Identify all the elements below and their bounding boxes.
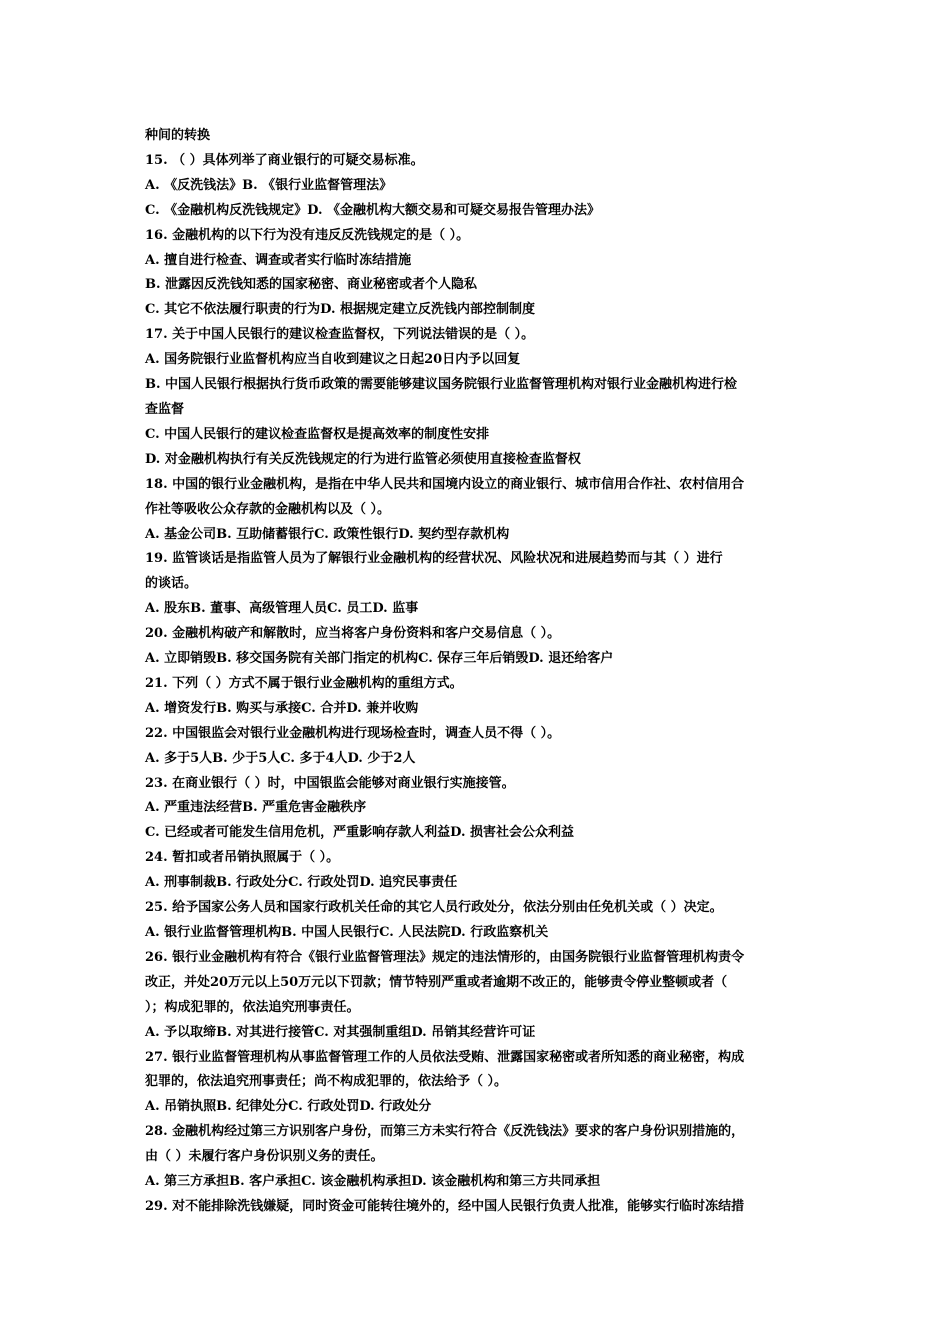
text-line: 种间的转换 [145, 128, 211, 143]
text-line: A. 《反洗钱法》B. 《银行业监督管理法》 [145, 177, 393, 193]
text-line: 23. 在商业银行（ ）时，中国银监会能够对商业银行实施接管。 [145, 775, 515, 791]
text-line: 20. 金融机构破产和解散时，应当将客户身份资料和客户交易信息（ ）。 [145, 626, 561, 642]
text-line: 19. 监管谈话是指监管人员为了解银行业金融机构的经营状况、风险状况和进展趋势而与其（ ）进行 [145, 551, 723, 567]
text-line: A. 严重违法经营B. 严重危害金融秩序 [145, 800, 367, 816]
text-line: A. 国务院银行业监督机构应当自收到建议之日起20日内予以回复 [145, 352, 521, 368]
text-line: 16. 金融机构的以下行为没有违反反洗钱规定的是（ ）。 [145, 227, 470, 243]
text-line: A. 予以取缔B. 对其进行接管C. 对其强制重组D. 吊销其经营许可证 [145, 1024, 536, 1040]
text-line: A. 增资发行B. 购买与承接C. 合并D. 兼并收购 [145, 700, 419, 716]
text-line: A. 银行业监督管理机构B. 中国人民银行C. 人民法院D. 行政监察机关 [145, 925, 549, 940]
text-line: A. 吊销执照B. 纪律处分C. 行政处罚D. 行政处分 [145, 1099, 432, 1115]
text-line: B. 中国人民银行根据执行货币政策的需要能够建议国务院银行业监督管理机构对银行业金融机构进行检 [145, 377, 738, 393]
text-line: ）；构成犯罪的，依法追究刑事责任。 [145, 999, 360, 1015]
text-line: D. 对金融机构执行有关反洗钱规定的行为进行监管必须使用直接检查监督权 [145, 451, 581, 467]
text-line: 的谈话。 [145, 576, 198, 592]
text-line: A. 立即销毁B. 移交国务院有关部门指定的机构C. 保存三年后销毁D. 退还给客户 [145, 651, 614, 667]
text-line: 29. 对不能排除洗钱嫌疑，同时资金可能转往境外的，经中国人民银行负责人批准，能够实行临时冻结措 [145, 1198, 745, 1214]
text-line: 27. 银行业监督管理机构从事监督管理工作的人员依法受贿、泄露国家秘密或者所知悉的商业秘密，构成 [145, 1049, 745, 1065]
text-line: 由（ ）未履行客户身份识别义务的责任。 [145, 1149, 384, 1165]
text-line: 25. 给予国家公务人员和国家行政机关任命的其它人员行政处分，依法分别由任免机关或（ ）决定。 [145, 900, 723, 916]
text-line: C. 《金融机构反洗钱规定》D. 《金融机构大额交易和可疑交易报告管理办法》 [145, 202, 601, 218]
text-line: A. 多于5人B. 少于5人C. 多于4人D. 少于2人 [145, 750, 416, 766]
text-line: 18. 中国的银行业金融机构，是指在中华人民共和国境内设立的商业银行、城市信用合作社、农村信用合 [145, 476, 745, 492]
text-line: C. 其它不依法履行职责的行为D. 根据规定建立反洗钱内部控制制度 [145, 302, 536, 318]
text-line: 15. （ ）具体列举了商业银行的可疑交易标准。 [145, 152, 424, 168]
text-line: 17. 关于中国人民银行的建议检查监督权，下列说法错误的是（ ）。 [145, 327, 535, 343]
text-line: A. 第三方承担B. 客户承担C. 该金融机构承担D. 该金融机构和第三方共同承担 [145, 1174, 601, 1190]
text-line: A. 刑事制裁B. 行政处分C. 行政处罚D. 追究民事责任 [145, 875, 458, 891]
text-line: A. 擅自进行检查、调查或者实行临时冻结措施 [145, 252, 412, 268]
text-line: A. 基金公司B. 互助储蓄银行C. 政策性银行D. 契约型存款机构 [145, 526, 510, 542]
text-line: 26. 银行业金融机构有符合《银行业监督管理法》规定的违法情形的，由国务院银行业监督管理机构责令 [145, 949, 745, 965]
document-body [145, 124, 810, 1220]
text-line: 28. 金融机构经过第三方识别客户身份，而第三方未实行符合《反洗钱法》要求的客户身份识别措施的， [145, 1124, 745, 1140]
text-line: C. 中国人民银行的建议检查监督权是提高效率的制度性安排 [145, 426, 490, 442]
text-line: 改正，并处20万元以上50万元以下罚款；情节特别严重或者逾期不改正的，能够责令停业整顿或者（ [145, 974, 728, 990]
text-line: C. 已经或者可能发生信用危机，严重影响存款人利益D. 损害社会公众利益 [145, 825, 575, 841]
text-line: 22. 中国银监会对银行业金融机构进行现场检查时，调查人员不得（ ）。 [145, 725, 561, 741]
text-line: 查监督 [145, 401, 185, 417]
text-line: 21. 下列（ ）方式不属于银行业金融机构的重组方式。 [145, 675, 463, 691]
text-line: B. 泄露因反洗钱知悉的国家秘密、商业秘密或者个人隐私 [145, 277, 478, 293]
text-line: A. 股东B. 董事、高级管理人员C. 员工D. 监事 [145, 601, 419, 617]
text-line: 作社等吸收公众存款的金融机构以及（ ）。 [145, 501, 391, 517]
text-line: 犯罪的，依法追究刑事责任；尚不构成犯罪的，依法给予（ ）。 [145, 1074, 508, 1090]
text-line: 24. 暂扣或者吊销执照属于（ ）。 [145, 850, 340, 866]
